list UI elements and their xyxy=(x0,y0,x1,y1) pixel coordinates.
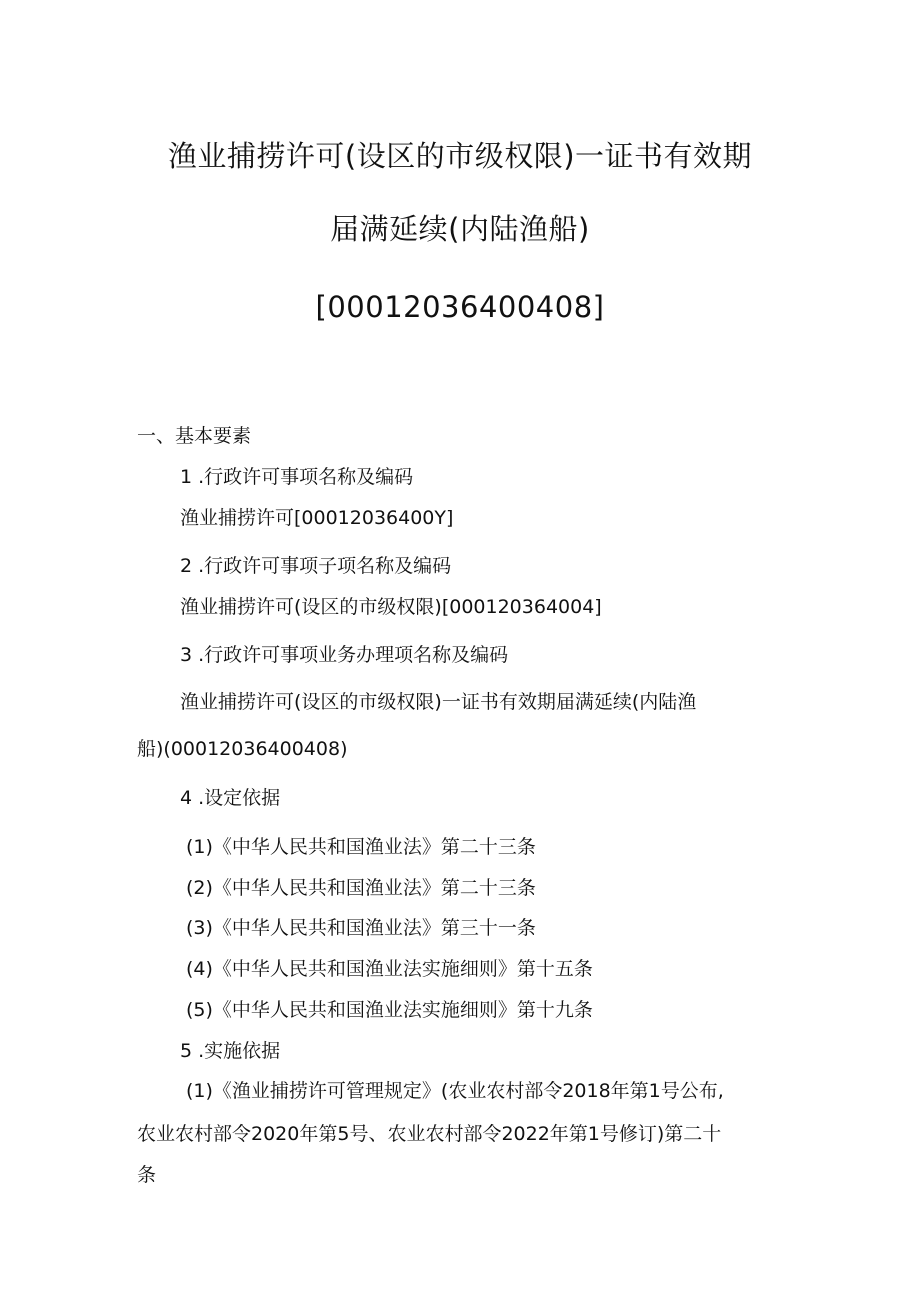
section-heading: 一、基本要素 xyxy=(137,425,252,447)
basis-ref-4: (4)《中华人民共和国渔业法实施细则》第十五条 xyxy=(186,958,593,980)
basis-ref-3: (3)《中华人民共和国渔业法》第三十一条 xyxy=(186,917,536,939)
implementation-ref-1-line-1: (1)《渔业捕捞许可管理规定》(农业农村部令2018年第1号公布, xyxy=(186,1080,724,1102)
implementation-ref-1-line-2: 农业农村部令2020年第5号、农业农村部令2022年第1号修订)第二十 xyxy=(137,1123,722,1145)
item-4-label: 4 .设定依据 xyxy=(180,787,281,809)
basis-ref-1: (1)《中华人民共和国渔业法》第二十三条 xyxy=(186,836,536,858)
basis-ref-5: (5)《中华人民共和国渔业法实施细则》第十九条 xyxy=(186,999,593,1021)
item-3-value-line-2: 船)(00012036400408) xyxy=(137,738,348,760)
item-5-label: 5 .实施依据 xyxy=(180,1040,281,1062)
document-title-line-1: 渔业捕捞许可(设区的市级权限)一证书有效期 xyxy=(167,139,753,173)
document-title-line-2: 届满延续(内陆渔船) xyxy=(330,212,590,246)
document-title-code: [00012036400408] xyxy=(315,290,605,324)
basis-ref-2: (2)《中华人民共和国渔业法》第二十三条 xyxy=(186,877,536,899)
implementation-ref-1-line-3: 条 xyxy=(137,1164,157,1186)
item-2-value: 渔业捕捞许可(设区的市级权限)[000120364004] xyxy=(180,596,602,618)
item-3-value-line-1: 渔业捕捞许可(设区的市级权限)一证书有效期届满延续(内陆渔 xyxy=(180,691,697,713)
item-1-label: 1 .行政许可事项名称及编码 xyxy=(180,466,414,488)
item-2-label: 2 .行政许可事项子项名称及编码 xyxy=(180,555,452,577)
item-1-value: 渔业捕捞许可[00012036400Y] xyxy=(180,507,454,529)
item-3-label: 3 .行政许可事项业务办理项名称及编码 xyxy=(180,644,509,666)
